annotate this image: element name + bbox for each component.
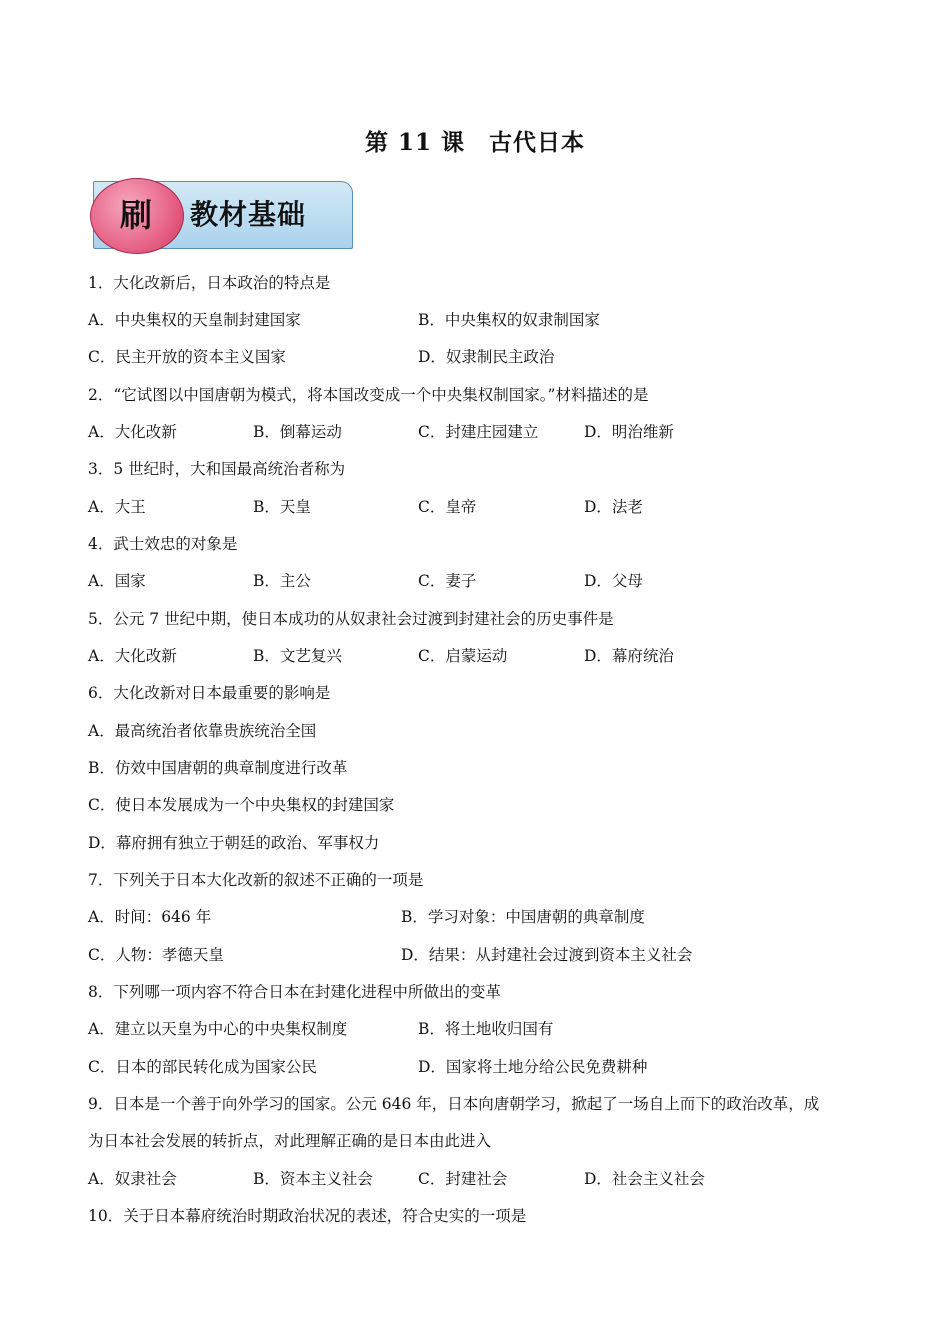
option: B．学习对象：中国唐朝的典章制度	[401, 908, 645, 926]
option: C．启蒙运动	[418, 647, 508, 665]
option: A．最高统治者依靠贵族统治全国	[88, 722, 317, 740]
option: C．封建庄园建立	[418, 423, 539, 441]
option: C．民主开放的资本主义国家	[88, 348, 286, 366]
option: C．封建社会	[418, 1170, 508, 1188]
option: D．幕府拥有独立于朝廷的政治、军事权力	[88, 834, 380, 852]
option: D．明治维新	[584, 423, 674, 441]
option: C．使日本发展成为一个中央集权的封建国家	[88, 796, 395, 814]
question-stem: 1．大化改新后，日本政治的特点是	[88, 274, 331, 292]
page-title: 第 11 课 古代日本	[364, 129, 586, 156]
question-stem: 10．关于日本幕府统治时期政治状况的表述，符合史实的一项是	[88, 1207, 527, 1225]
option: A．大化改新	[88, 423, 177, 441]
option: D．幕府统治	[584, 647, 674, 665]
question-stem: 9．日本是一个善于向外学习的国家。公元 646 年，日本向唐朝学习，掀起了一场自上而下的政治改革，成	[88, 1095, 820, 1113]
option: D．奴隶制民主政治	[418, 348, 555, 366]
option: C．人物：孝德天皇	[88, 946, 224, 964]
option: A．中央集权的天皇制封建国家	[88, 311, 301, 329]
section-banner	[90, 178, 354, 252]
question-stem: 7．下列关于日本大化改新的叙述不正确的一项是	[88, 871, 424, 889]
banner-text: 教材基础	[190, 198, 307, 231]
option: D．父母	[584, 572, 643, 590]
option: B．倒幕运动	[253, 423, 342, 441]
option: B．将土地收归国有	[418, 1020, 554, 1038]
option: B．资本主义社会	[253, 1170, 373, 1188]
question-stem: 3．5 世纪时，大和国最高统治者称为	[88, 460, 346, 478]
option: D．社会主义社会	[584, 1170, 705, 1188]
question-stem: 5．公元 7 世纪中期，使日本成功的从奴隶社会过渡到封建社会的历史事件是	[88, 610, 614, 628]
option: C．日本的部民转化成为国家公民	[88, 1058, 317, 1076]
option: A．国家	[88, 572, 146, 590]
question-stem-cont: 为日本社会发展的转折点，对此理解正确的是日本由此进入	[88, 1132, 492, 1150]
option: B．仿效中国唐朝的典章制度进行改革	[88, 759, 348, 777]
option: A．建立以天皇为中心的中央集权制度	[88, 1020, 348, 1038]
option: A．大王	[88, 498, 146, 516]
question-stem: 6．大化改新对日本最重要的影响是	[88, 684, 331, 702]
option: D．结果：从封建社会过渡到资本主义社会	[401, 946, 693, 964]
option: C．妻子	[418, 572, 477, 590]
option: A．时间：646 年	[88, 908, 212, 926]
option: D．国家将土地分给公民免费耕种	[418, 1058, 648, 1076]
question-stem: 4．武士效忠的对象是	[88, 535, 238, 553]
option: D．法老	[584, 498, 643, 516]
option: B．文艺复兴	[253, 647, 342, 665]
option: B．天皇	[253, 498, 311, 516]
banner-badge-char: 刷	[119, 196, 152, 234]
option: A．奴隶社会	[88, 1170, 177, 1188]
option: C．皇帝	[418, 498, 477, 516]
question-stem: 2．“它试图以中国唐朝为模式，将本国改变成一个中央集权制国家。”材料描述的是	[88, 386, 649, 404]
question-stem: 8．下列哪一项内容不符合日本在封建化进程中所做出的变革	[88, 983, 501, 1001]
option: B．主公	[253, 572, 311, 590]
option: A．大化改新	[88, 647, 177, 665]
option: B．中央集权的奴隶制国家	[418, 311, 600, 329]
